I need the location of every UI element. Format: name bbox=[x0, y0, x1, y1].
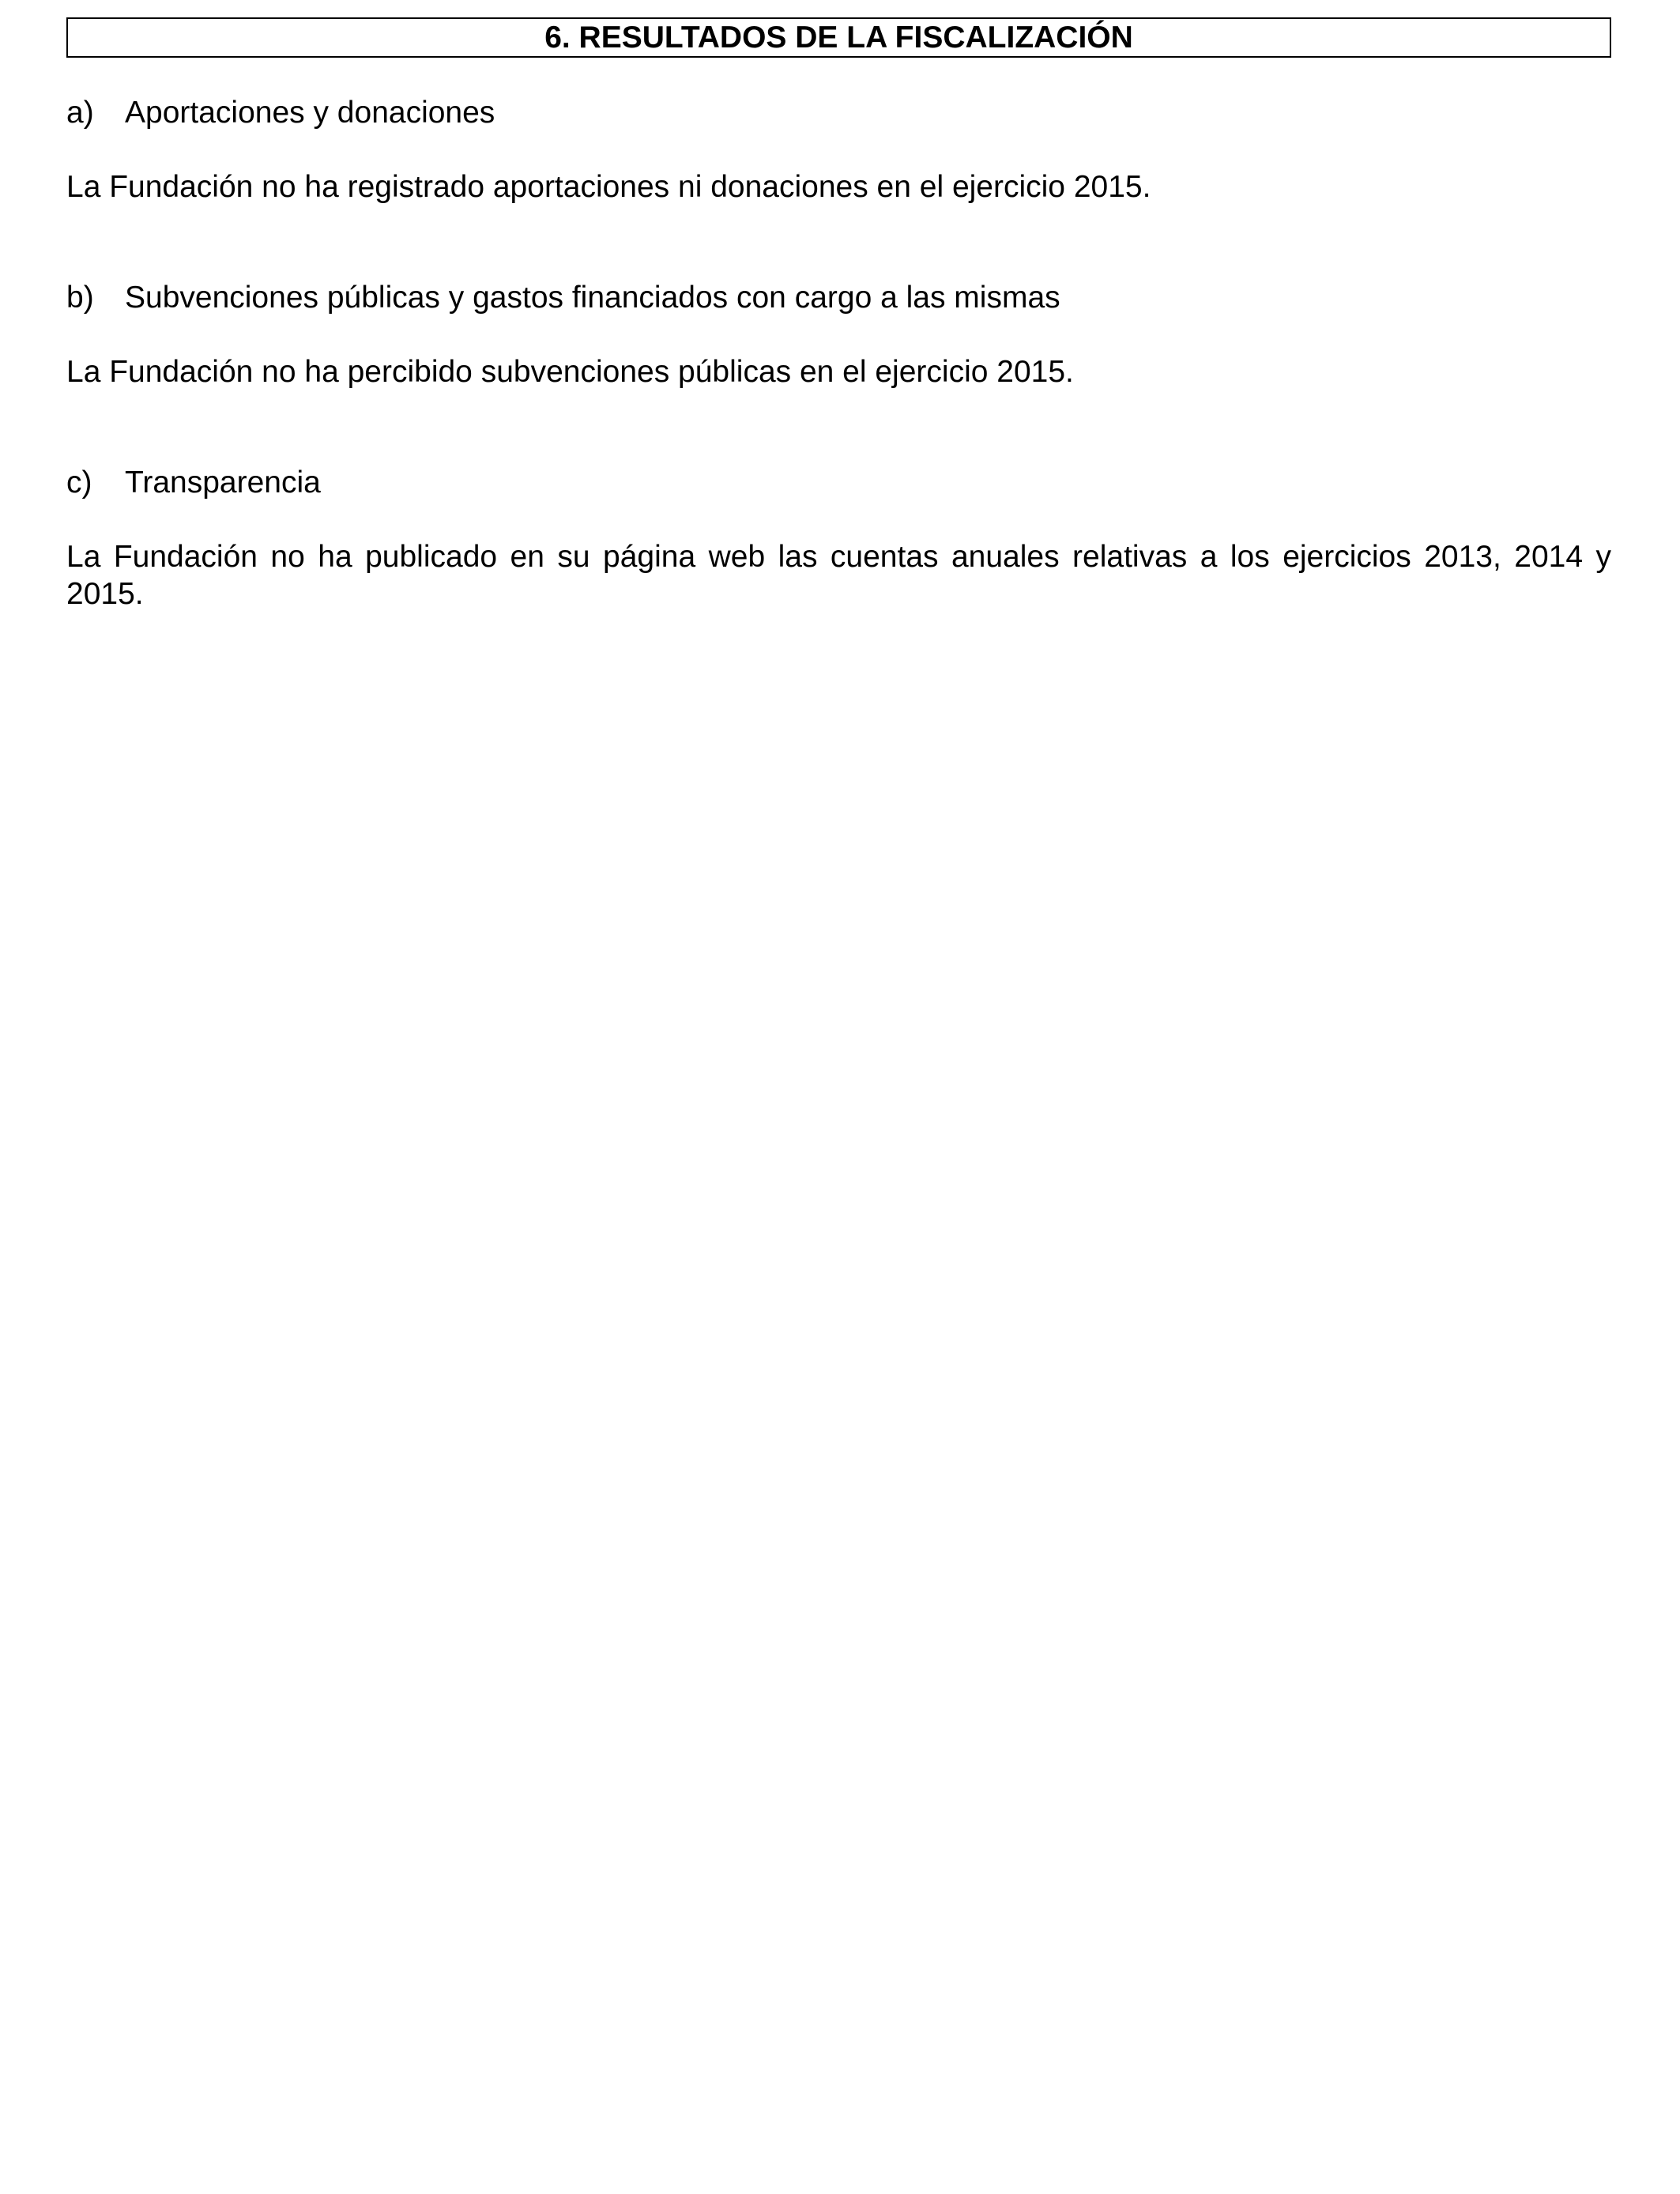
section-title: 6. RESULTADOS DE LA FISCALIZACIÓN bbox=[66, 17, 1611, 58]
paragraph-aportaciones: La Fundación no ha registrado aportaciones ni donaciones en el ejercicio 2015. bbox=[66, 170, 1151, 204]
subheading-transparencia bbox=[66, 464, 1611, 501]
subheading-text: Transparencia bbox=[125, 466, 321, 499]
paragraph-subvenciones: La Fundación no ha percibido subvenciones públicas en el ejercicio 2015. bbox=[66, 355, 1074, 389]
subheading-aportaciones bbox=[66, 94, 1611, 131]
subheading-letter: b) bbox=[66, 281, 94, 315]
subheading-text: Subvenciones públicas y gastos financiados con cargo a las mismas bbox=[125, 281, 1060, 315]
subheading-letter: c) bbox=[66, 466, 92, 499]
subheading-letter: a) bbox=[66, 96, 94, 130]
paragraph-transparencia: La Fundación no ha publicado en su página web las cuentas anuales relativas a los ejercicios 2013, 2014 y 2015. bbox=[66, 540, 1611, 611]
document-page bbox=[66, 17, 1611, 613]
subheading-text: Aportaciones y donaciones bbox=[125, 96, 495, 130]
subheading-subvenciones bbox=[66, 279, 1611, 316]
